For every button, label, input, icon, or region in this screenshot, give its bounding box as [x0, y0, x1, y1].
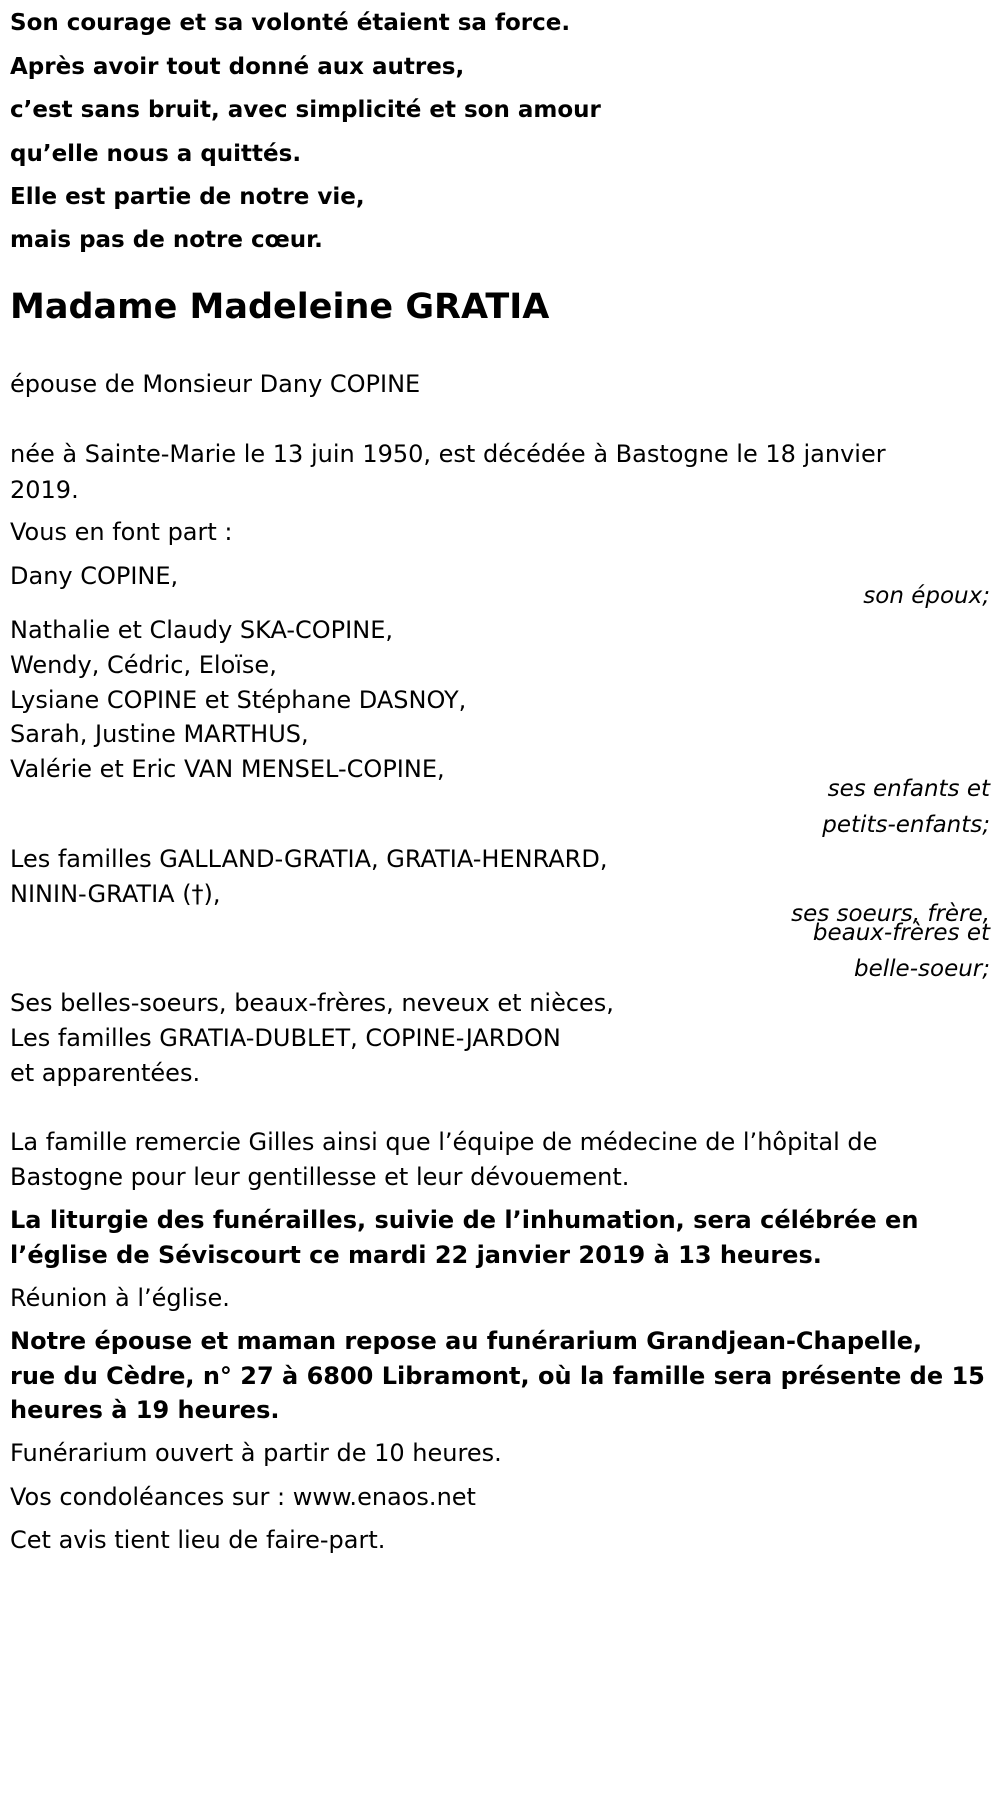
- condolences-line: Vos condoléances sur : www.enaos.net: [10, 1483, 476, 1511]
- thanks-line: La famille remercie Gilles ainsi que l’équipe de médecine de l’hôpital de: [10, 1128, 878, 1156]
- family-children-name: Lysiane COPINE et Stéphane DASNOY,: [10, 686, 467, 714]
- hours-line: Funérarium ouvert à partir de 10 heures.: [10, 1439, 502, 1467]
- funeral-home-line: heures à 19 heures.: [10, 1396, 280, 1424]
- poem-line: Son courage et sa volonté étaient sa force.: [10, 10, 571, 36]
- poem-line: qu’elle nous a quittés.: [10, 141, 302, 167]
- relation-siblings: belle-soeur;: [854, 956, 990, 982]
- family-spouse-name: Dany COPINE,: [10, 562, 179, 590]
- family-children-name: Nathalie et Claudy SKA-COPINE,: [10, 616, 393, 644]
- deceased-name: Madame Madeleine GRATIA: [10, 287, 550, 327]
- meeting-line: Réunion à l’église.: [10, 1284, 230, 1312]
- life-dates-line: née à Sainte-Marie le 13 juin 1950, est décédée à Bastogne le 18 janvier: [10, 440, 886, 468]
- relation-spouse: son époux;: [863, 583, 990, 609]
- poem-line: mais pas de notre cœur.: [10, 227, 323, 253]
- funeral-home-line: rue du Cèdre, n° 27 à 6800 Libramont, où la famille sera présente de 15: [10, 1362, 985, 1390]
- thanks-line: Bastogne pour leur gentillesse et leur dévouement.: [10, 1163, 630, 1191]
- family-children-name: Wendy, Cédric, Eloïse,: [10, 651, 277, 679]
- poem-line: c’est sans bruit, avec simplicité et son amour: [10, 97, 601, 123]
- announcement-intro: Vous en font part :: [10, 518, 233, 546]
- family-siblings-name: Les familles GALLAND-GRATIA, GRATIA-HENRARD,: [10, 845, 608, 873]
- funeral-home-line: Notre épouse et maman repose au funérarium Grandjean-Chapelle,: [10, 1327, 923, 1355]
- poem-line: Après avoir tout donné aux autres,: [10, 54, 465, 80]
- notice-line: Cet avis tient lieu de faire-part.: [10, 1526, 386, 1554]
- family-others-line: Ses belles-soeurs, beaux-frères, neveux et nièces,: [10, 989, 614, 1017]
- poem-line: Elle est partie de notre vie,: [10, 184, 365, 210]
- relation-siblings: beaux-frères et: [812, 920, 990, 946]
- family-siblings-name: NININ-GRATIA (†),: [10, 880, 221, 908]
- relation-children: ses enfants et: [827, 776, 990, 802]
- life-dates-line: 2019.: [10, 476, 79, 504]
- family-others-line: Les familles GRATIA-DUBLET, COPINE-JARDON: [10, 1024, 561, 1052]
- ceremony-line: La liturgie des funérailles, suivie de l’inhumation, sera célébrée en: [10, 1206, 919, 1234]
- relation-children: petits-enfants;: [822, 812, 990, 838]
- family-others-line: et apparentées.: [10, 1059, 201, 1087]
- family-children-name: Sarah, Justine MARTHUS,: [10, 720, 309, 748]
- relation-siblings: ses soeurs, frère,: [791, 901, 990, 927]
- spouse-line: épouse de Monsieur Dany COPINE: [10, 370, 421, 398]
- ceremony-line: l’église de Séviscourt ce mardi 22 janvier 2019 à 13 heures.: [10, 1241, 822, 1269]
- family-children-name: Valérie et Eric VAN MENSEL-COPINE,: [10, 755, 445, 783]
